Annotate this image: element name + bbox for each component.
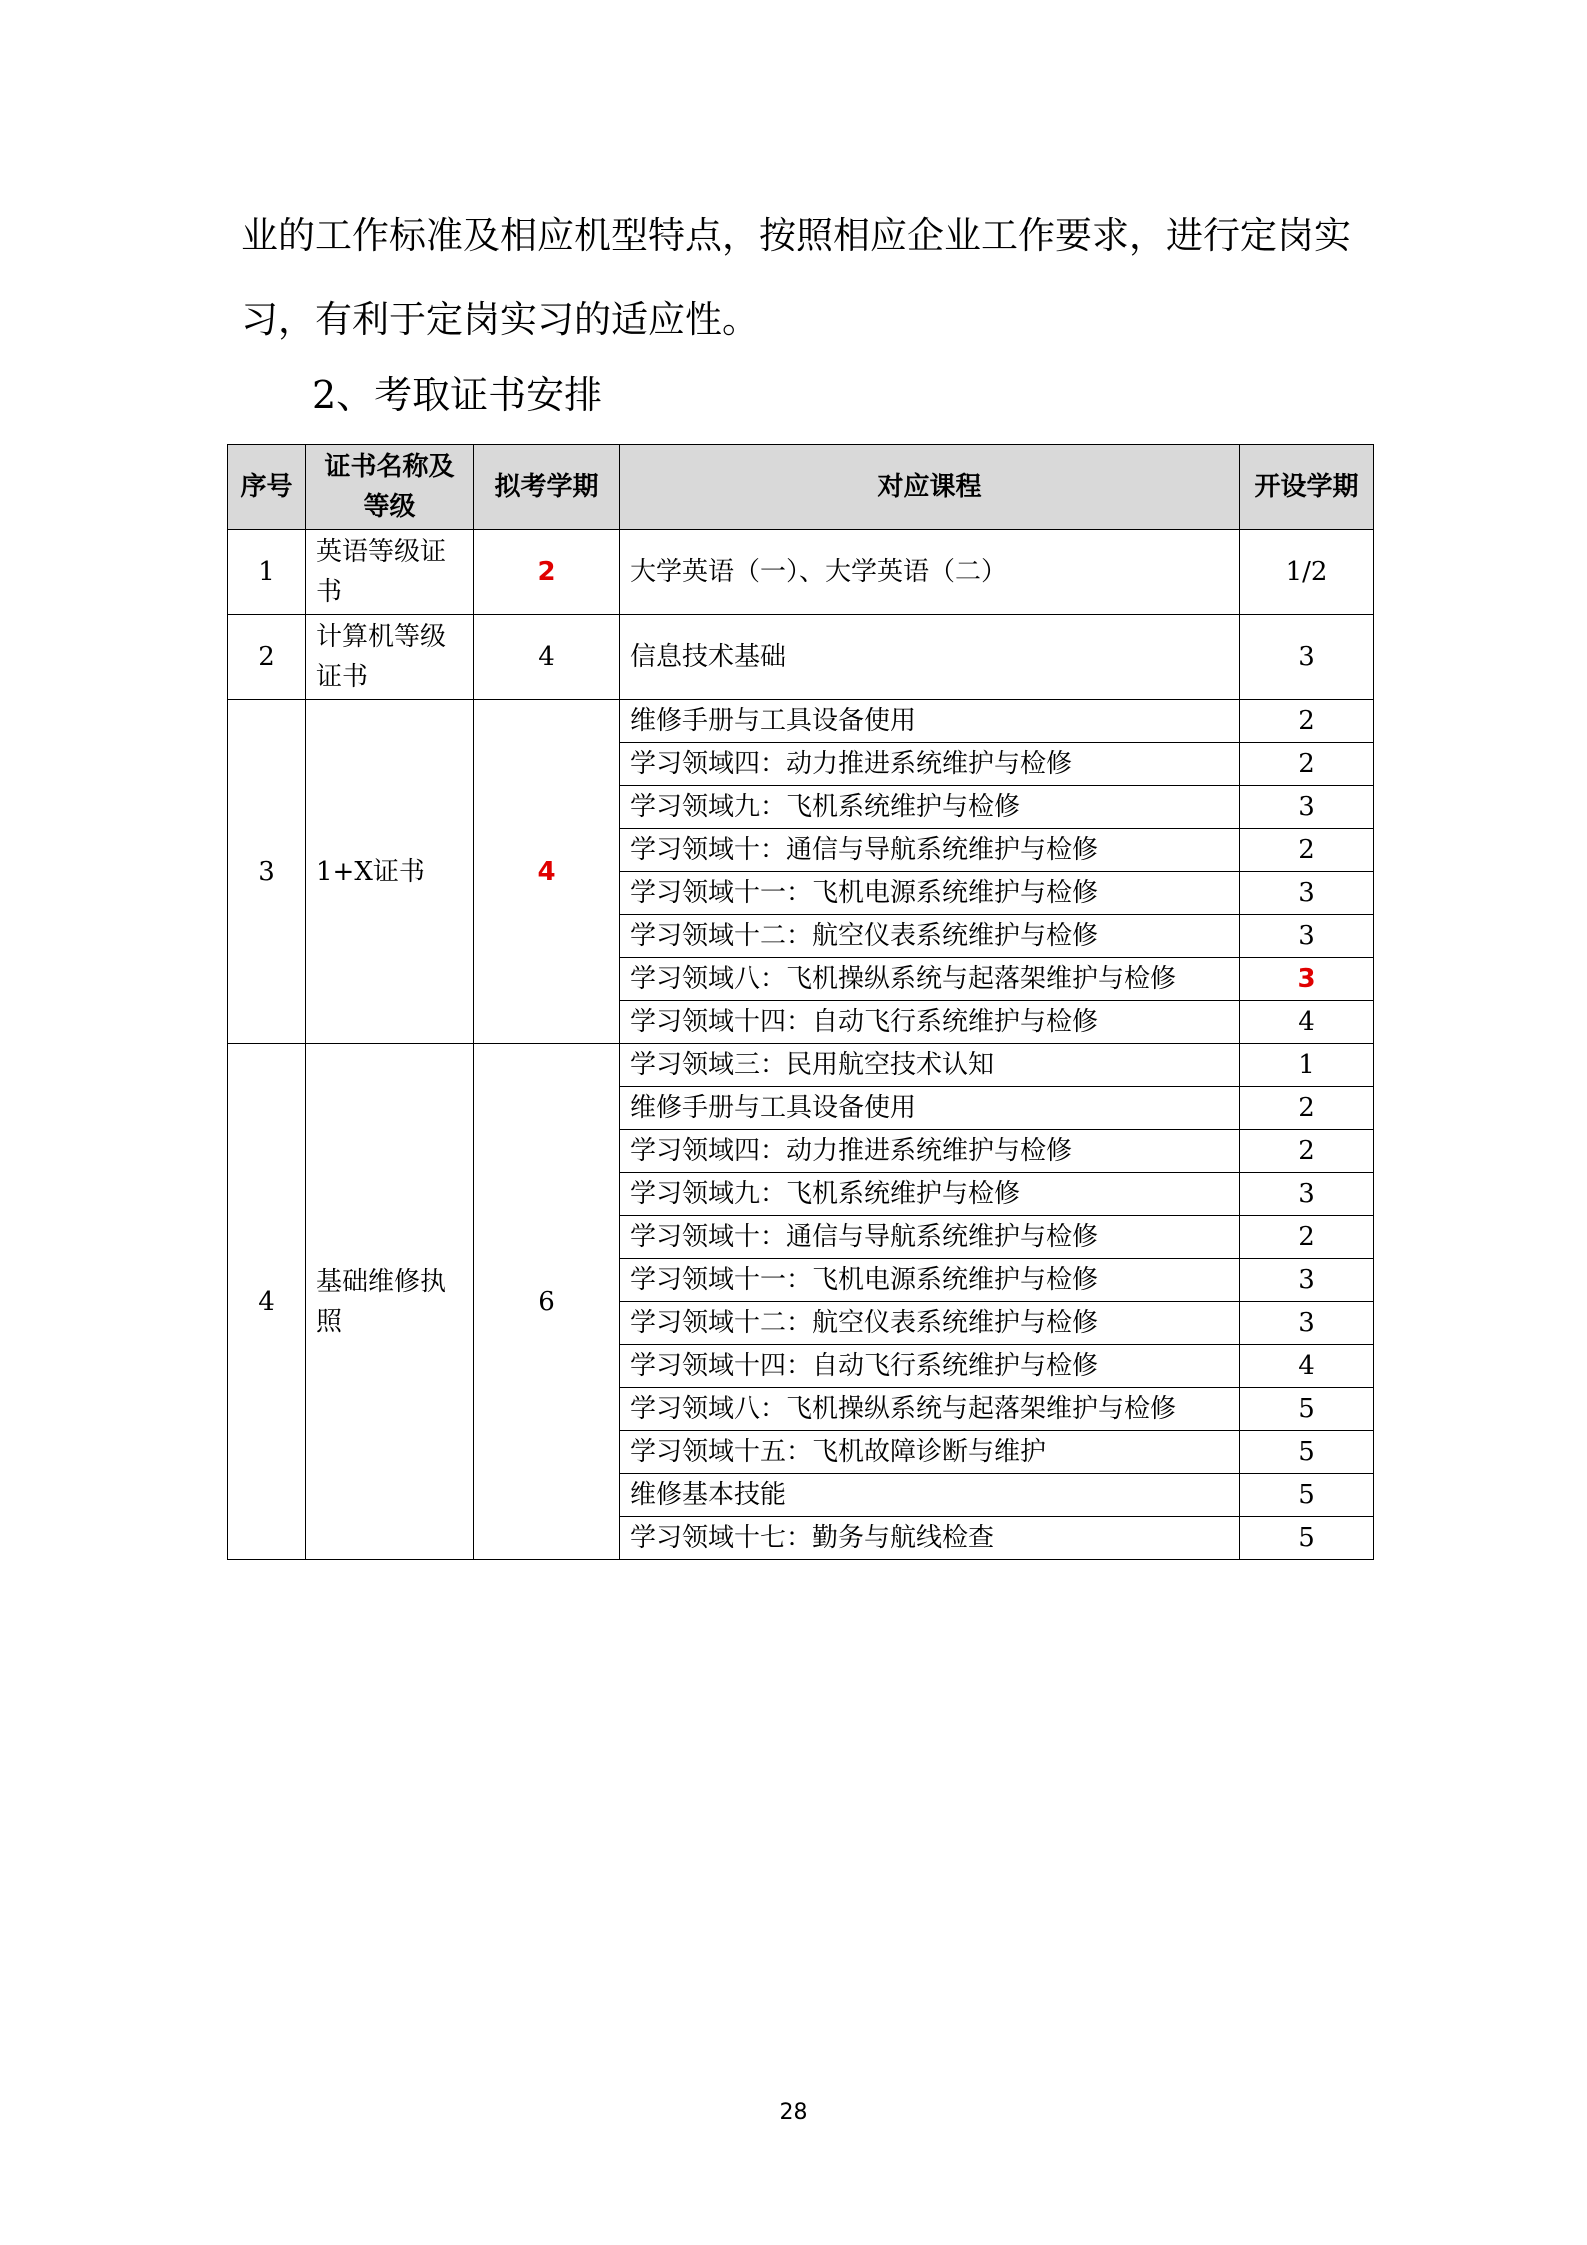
exam-term-cell: 4: [474, 700, 620, 1044]
open-term-cell: 2: [1240, 1130, 1374, 1173]
certificate-table: [227, 444, 1374, 1560]
exam-term-cell: 2: [474, 530, 620, 615]
exam-term-cell: 4: [474, 615, 620, 700]
table-row: [228, 700, 1374, 743]
open-term-cell: 2: [1240, 1216, 1374, 1259]
open-term-cell: 3: [1240, 1173, 1374, 1216]
open-term-cell: 3: [1240, 915, 1374, 958]
open-term-cell: 3: [1240, 615, 1374, 700]
course-cell: 维修手册与工具设备使用: [620, 1087, 1240, 1130]
open-term-cell: 1/2: [1240, 530, 1374, 615]
course-cell: 学习领域十四：自动飞行系统维护与检修: [620, 1345, 1240, 1388]
course-cell: 学习领域四：动力推进系统维护与检修: [620, 1130, 1240, 1173]
course-cell: 学习领域十一：飞机电源系统维护与检修: [620, 1259, 1240, 1302]
course-cell: 大学英语（一）、大学英语（二）: [620, 530, 1240, 615]
open-term-cell: 5: [1240, 1388, 1374, 1431]
table-row: [228, 615, 1374, 700]
header-open-term: 开设学期: [1240, 445, 1374, 530]
course-cell: 学习领域九：飞机系统维护与检修: [620, 786, 1240, 829]
open-term-cell: 4: [1240, 1001, 1374, 1044]
course-cell: 学习领域十四：自动飞行系统维护与检修: [620, 1001, 1240, 1044]
open-term-cell: 2: [1240, 700, 1374, 743]
course-cell: 学习领域十一：飞机电源系统维护与检修: [620, 872, 1240, 915]
cert-name-cell: 英语等级证书: [306, 530, 474, 615]
open-term-cell: 2: [1240, 829, 1374, 872]
cert-name-cell: 1+X证书: [306, 700, 474, 1044]
seq-cell: 2: [228, 615, 306, 700]
cert-name-cell: 计算机等级证书: [306, 615, 474, 700]
header-cert-name: 证书名称及等级: [306, 445, 474, 530]
cert-name-cell: 基础维修执照: [306, 1044, 474, 1560]
open-term-cell: 3: [1240, 958, 1374, 1001]
header-course: 对应课程: [620, 445, 1240, 530]
header-exam-term: 拟考学期: [474, 445, 620, 530]
open-term-cell: 4: [1240, 1345, 1374, 1388]
body-paragraph: 业的工作标准及相应机型特点，按照相应企业工作要求，进行定岗实习，有利于定岗实习的适应性。: [241, 214, 1351, 341]
open-term-cell: 3: [1240, 786, 1374, 829]
course-cell: 维修手册与工具设备使用: [620, 700, 1240, 743]
course-cell: 学习领域三：民用航空技术认知: [620, 1044, 1240, 1087]
section-title: 2、考取证书安排: [312, 373, 603, 417]
exam-term-cell: 6: [474, 1044, 620, 1560]
course-cell: 学习领域十二：航空仪表系统维护与检修: [620, 1302, 1240, 1345]
course-cell: 维修基本技能: [620, 1474, 1240, 1517]
table-row: [228, 530, 1374, 615]
header-seq: 序号: [228, 445, 306, 530]
course-cell: 信息技术基础: [620, 615, 1240, 700]
seq-cell: 3: [228, 700, 306, 1044]
course-cell: 学习领域九：飞机系统维护与检修: [620, 1173, 1240, 1216]
course-cell: 学习领域十七：勤务与航线检查: [620, 1517, 1240, 1560]
page-number: 28: [779, 2100, 808, 2125]
open-term-cell: 3: [1240, 1259, 1374, 1302]
course-cell: 学习领域八：飞机操纵系统与起落架维护与检修: [620, 1388, 1240, 1431]
course-cell: 学习领域八：飞机操纵系统与起落架维护与检修: [620, 958, 1240, 1001]
course-cell: 学习领域十二：航空仪表系统维护与检修: [620, 915, 1240, 958]
open-term-cell: 5: [1240, 1474, 1374, 1517]
course-cell: 学习领域四：动力推进系统维护与检修: [620, 743, 1240, 786]
course-cell: 学习领域十：通信与导航系统维护与检修: [620, 829, 1240, 872]
seq-cell: 1: [228, 530, 306, 615]
open-term-cell: 5: [1240, 1517, 1374, 1560]
open-term-cell: 5: [1240, 1431, 1374, 1474]
course-cell: 学习领域十：通信与导航系统维护与检修: [620, 1216, 1240, 1259]
open-term-cell: 3: [1240, 1302, 1374, 1345]
open-term-cell: 1: [1240, 1044, 1374, 1087]
open-term-cell: 3: [1240, 872, 1374, 915]
table-header-row: [228, 445, 1374, 530]
course-cell: 学习领域十五：飞机故障诊断与维护: [620, 1431, 1240, 1474]
seq-cell: 4: [228, 1044, 306, 1560]
open-term-cell: 2: [1240, 1087, 1374, 1130]
table-row: [228, 1044, 1374, 1087]
open-term-cell: 2: [1240, 743, 1374, 786]
